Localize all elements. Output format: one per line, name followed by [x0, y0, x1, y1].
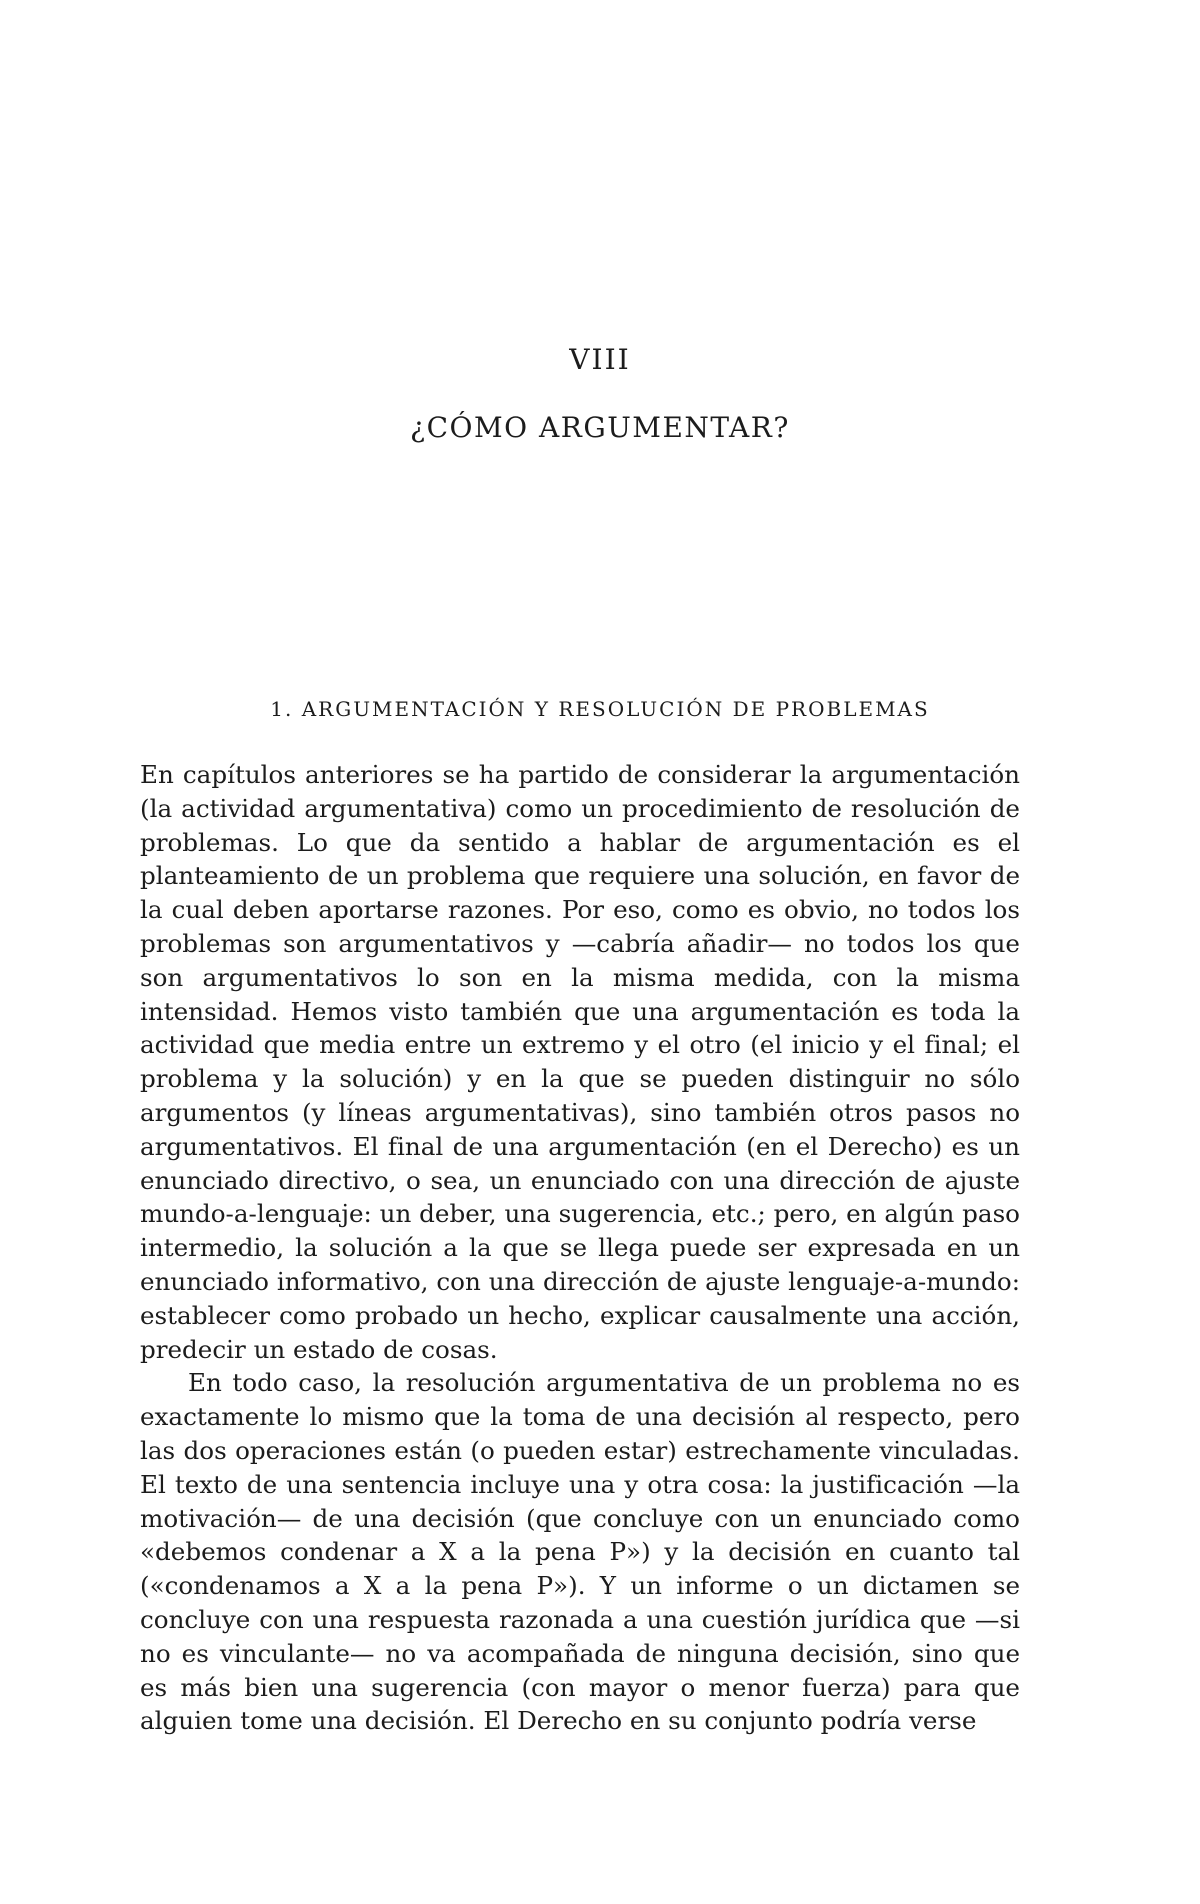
section-heading: 1. ARGUMENTACIÓN Y RESOLUCIÓN DE PROBLEMAS	[270, 697, 930, 721]
paragraph-2: En todo caso, la resolución argumentativa de un problema no es exactamente lo mismo que la toma de una decisión al respecto, pero las dos operaciones están (o pueden estar) estrechamente vinculadas. El texto de una sentencia incluye una y otra cosa: la justificación —la motivación— de una decisión (que concluye con un enunciado como «debemos condenar a X a la pena P») y la decisión en cuanto tal («condenamos a X a la pena P»). Y un informe o un dictamen se concluye con una respuesta razonada a una cuestión jurídica que —si no es vinculante— no va acompañada de ninguna decisión, sino que es más bien una sugerencia (con mayor o menor fuerza) para que alguien tome una decisión. El Derecho en su conjunto podría verse	[140, 1368, 1020, 1736]
body-text	[140, 758, 1020, 1738]
chapter-title: ¿CÓMO ARGUMENTAR?	[410, 411, 790, 444]
paragraph-1: En capítulos anteriores se ha partido de considerar la argumentación (la actividad argumentativa) como un procedimiento de resolución de problemas. Lo que da sentido a hablar de argumentación es el planteamiento de un problema que requiere una solución, en favor de la cual deben aportarse razones. Por eso, como es obvio, no todos los problemas son argumentativos y —cabría añadir— no todos los que son argumentativos lo son en la misma medida, con la misma intensidad. Hemos visto también que una argumentación es toda la actividad que media entre un extremo y el otro (el inicio y el final; el problema y la solución) y en la que se pueden distinguir no sólo argumentos (y líneas argumentativas), sino también otros pasos no argumentativos. El final de una argumentación (en el Derecho) es un enunciado directivo, o sea, un enunciado con una dirección de ajuste mundo-a-lenguaje: un deber, una sugerencia, etc.; pero, en algún paso intermedio, la solución a la que se llega puede ser expresada en un enunciado informativo, con una dirección de ajuste lenguaje-a-mundo: establecer como probado un hecho, explicar causalmente una acción, predecir un estado de cosas.	[140, 760, 1020, 1364]
chapter-number: VIII	[569, 343, 631, 376]
